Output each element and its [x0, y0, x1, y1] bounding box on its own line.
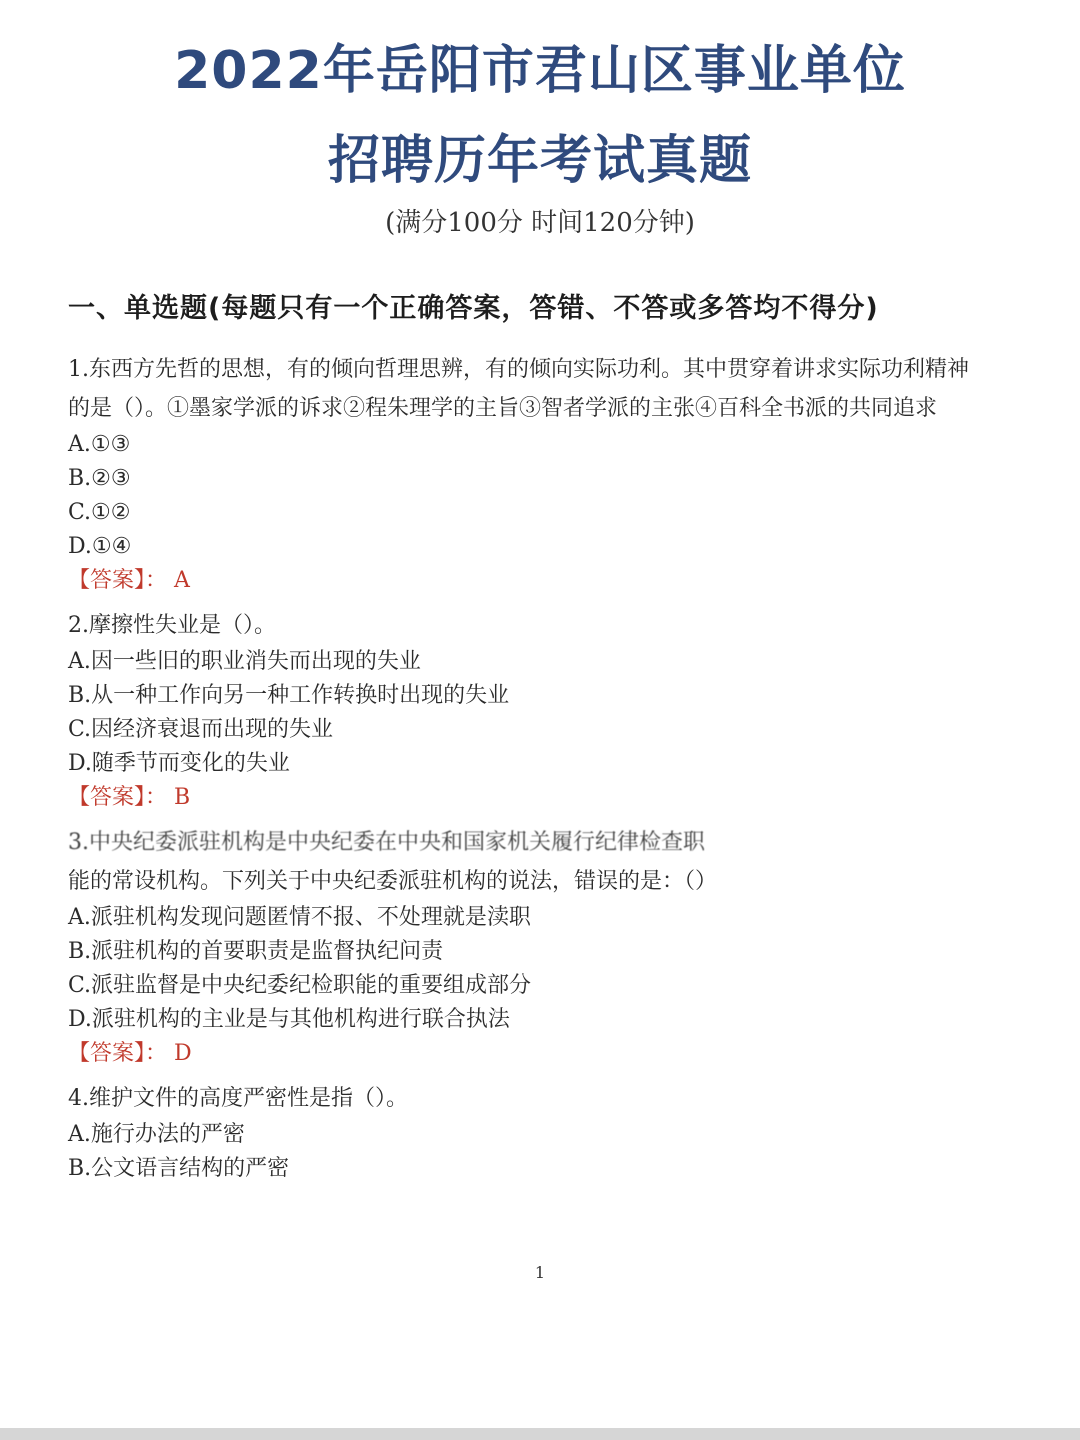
question-stem-line2: 能的常设机构。下列关于中央纪委派驻机构的说法，错误的是：（）	[68, 869, 718, 894]
question-option: A.派驻机构发现问题匿情不报、不处理就是渎职	[68, 905, 531, 930]
question-option: B.公文语言结构的严密	[68, 1156, 290, 1181]
question-option: D.随季节而变化的失业	[68, 751, 290, 776]
questions-list	[68, 350, 988, 1194]
answer-label: 【答案】：	[68, 785, 168, 810]
viewer-bottom-strip	[0, 1428, 1080, 1440]
question-stem: 2.摩擦性失业是（）。	[68, 613, 276, 638]
question-1	[68, 350, 988, 598]
question-option: D.①④	[68, 534, 132, 559]
question-option: C.派驻监督是中央纪委纪检职能的重要组成部分	[68, 973, 532, 998]
question-option: A.①③	[68, 432, 131, 457]
question-3	[68, 823, 988, 1071]
question-option: B.②③	[68, 466, 131, 491]
question-4	[68, 1079, 988, 1186]
answer-label: 【答案】：	[68, 1041, 168, 1066]
question-option: A.施行办法的严密	[68, 1122, 245, 1147]
question-2	[68, 606, 988, 815]
document-title-line2: 招聘历年考试真题	[327, 131, 752, 191]
answer-line	[68, 564, 988, 598]
exam-info-subtitle: (满分100分 时间120分钟)	[385, 208, 695, 238]
page-number: 1	[534, 1263, 546, 1282]
question-option: C.①②	[68, 500, 131, 525]
question-option: C.因经济衰退而出现的失业	[68, 717, 334, 742]
question-option: B.从一种工作向另一种工作转换时出现的失业	[68, 683, 510, 708]
question-stem: 4.维护文件的高度严密性是指（）。	[68, 1086, 408, 1111]
answer-value: B	[174, 785, 191, 810]
document-title-line1: 2022年岳阳市君山区事业单位	[174, 41, 906, 101]
question-stem: 1.东西方先哲的思想，有的倾向哲理思辨，有的倾向实际功利。其中贯穿着讲求实际功利精神的是（）。①墨家学派的诉求②程朱理学的主旨③智者学派的主张④百科全书派的共同追求	[68, 357, 969, 421]
answer-line	[68, 781, 988, 815]
question-option: A.因一些旧的职业消失而出现的失业	[68, 649, 421, 674]
answer-label: 【答案】：	[68, 568, 168, 593]
question-stem-line1: 3.中央纪委派驻机构是中央纪委在中央和国家机关履行纪律检查职	[68, 830, 705, 855]
answer-line	[68, 1037, 988, 1071]
question-option: B.派驻机构的首要职责是监督执纪问责	[68, 939, 444, 964]
answer-value: D	[174, 1041, 192, 1066]
answer-value: A	[174, 568, 190, 593]
section-heading-single-choice: 一、单选题(每题只有一个正确答案，答错、不答或多答均不得分)	[68, 293, 879, 324]
question-option: D.派驻机构的主业是与其他机构进行联合执法	[68, 1007, 510, 1032]
